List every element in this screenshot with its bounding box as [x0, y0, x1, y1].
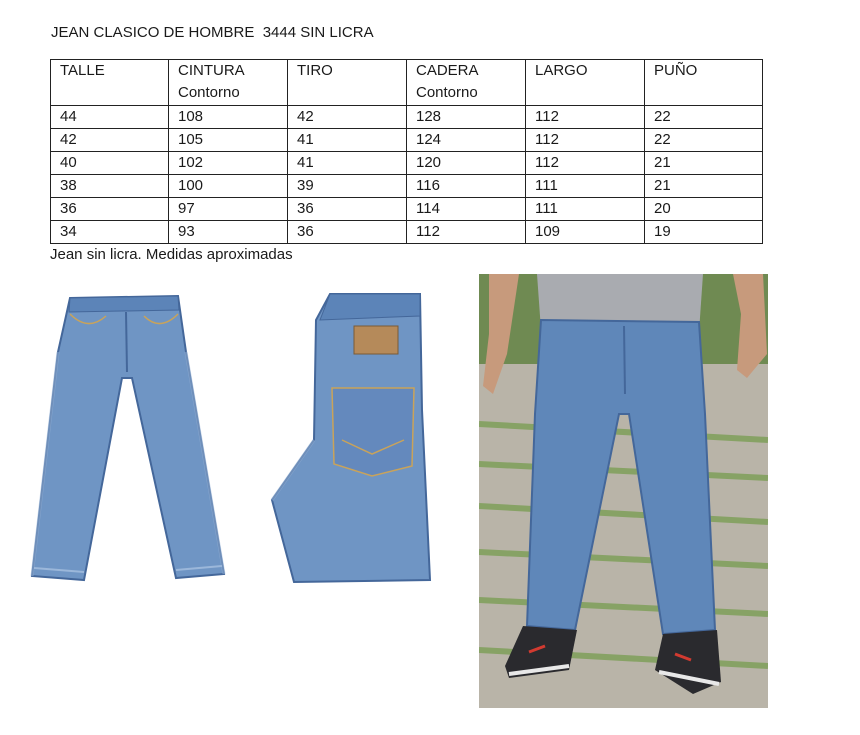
header-largo: LARGO [526, 60, 645, 106]
page-title: JEAN CLASICO DE HOMBRE 3444 SIN LICRA [51, 24, 374, 41]
cell-largo: 111 [526, 175, 645, 198]
cell-cintura: 100 [169, 175, 288, 198]
cell-cintura: 105 [169, 129, 288, 152]
size-chart-table [50, 59, 763, 244]
cell-largo: 112 [526, 106, 645, 129]
cell-largo: 111 [526, 198, 645, 221]
cell-talle: 38 [51, 175, 169, 198]
jeans-back-photo [268, 290, 436, 586]
cell-largo: 112 [526, 129, 645, 152]
cell-cadera: 112 [407, 221, 526, 244]
table-row [51, 198, 763, 221]
cell-largo: 112 [526, 152, 645, 175]
measurement-note: Jean sin licra. Medidas aproximadas [50, 246, 293, 263]
cell-puno: 22 [645, 129, 763, 152]
header-talle: TALLE [51, 60, 169, 106]
cell-cadera: 128 [407, 106, 526, 129]
table-row [51, 106, 763, 129]
cell-talle: 42 [51, 129, 169, 152]
header-puno: PUÑO [645, 60, 763, 106]
table-header-row [51, 60, 763, 106]
cell-puno: 19 [645, 221, 763, 244]
cell-puno: 20 [645, 198, 763, 221]
cell-tiro: 41 [288, 152, 407, 175]
header-cadera: CADERA Contorno [407, 60, 526, 106]
cell-talle: 44 [51, 106, 169, 129]
cell-largo: 109 [526, 221, 645, 244]
model-wearing-jeans-photo [479, 274, 768, 708]
header-tiro: TIRO [288, 60, 407, 106]
cell-cintura: 108 [169, 106, 288, 129]
cell-talle: 40 [51, 152, 169, 175]
cell-cadera: 124 [407, 129, 526, 152]
cell-puno: 21 [645, 175, 763, 198]
table-row [51, 175, 763, 198]
cell-puno: 22 [645, 106, 763, 129]
cell-cadera: 120 [407, 152, 526, 175]
cell-tiro: 36 [288, 198, 407, 221]
cell-cintura: 102 [169, 152, 288, 175]
table-row [51, 129, 763, 152]
cell-tiro: 39 [288, 175, 407, 198]
cell-cintura: 93 [169, 221, 288, 244]
cell-cadera: 114 [407, 198, 526, 221]
table-row [51, 221, 763, 244]
cell-cintura: 97 [169, 198, 288, 221]
cell-tiro: 36 [288, 221, 407, 244]
header-cintura: CINTURA Contorno [169, 60, 288, 106]
cell-talle: 36 [51, 198, 169, 221]
jeans-front-photo [28, 292, 226, 584]
cell-tiro: 42 [288, 106, 407, 129]
cell-puno: 21 [645, 152, 763, 175]
table-row [51, 152, 763, 175]
cell-tiro: 41 [288, 129, 407, 152]
cell-talle: 34 [51, 221, 169, 244]
cell-cadera: 116 [407, 175, 526, 198]
